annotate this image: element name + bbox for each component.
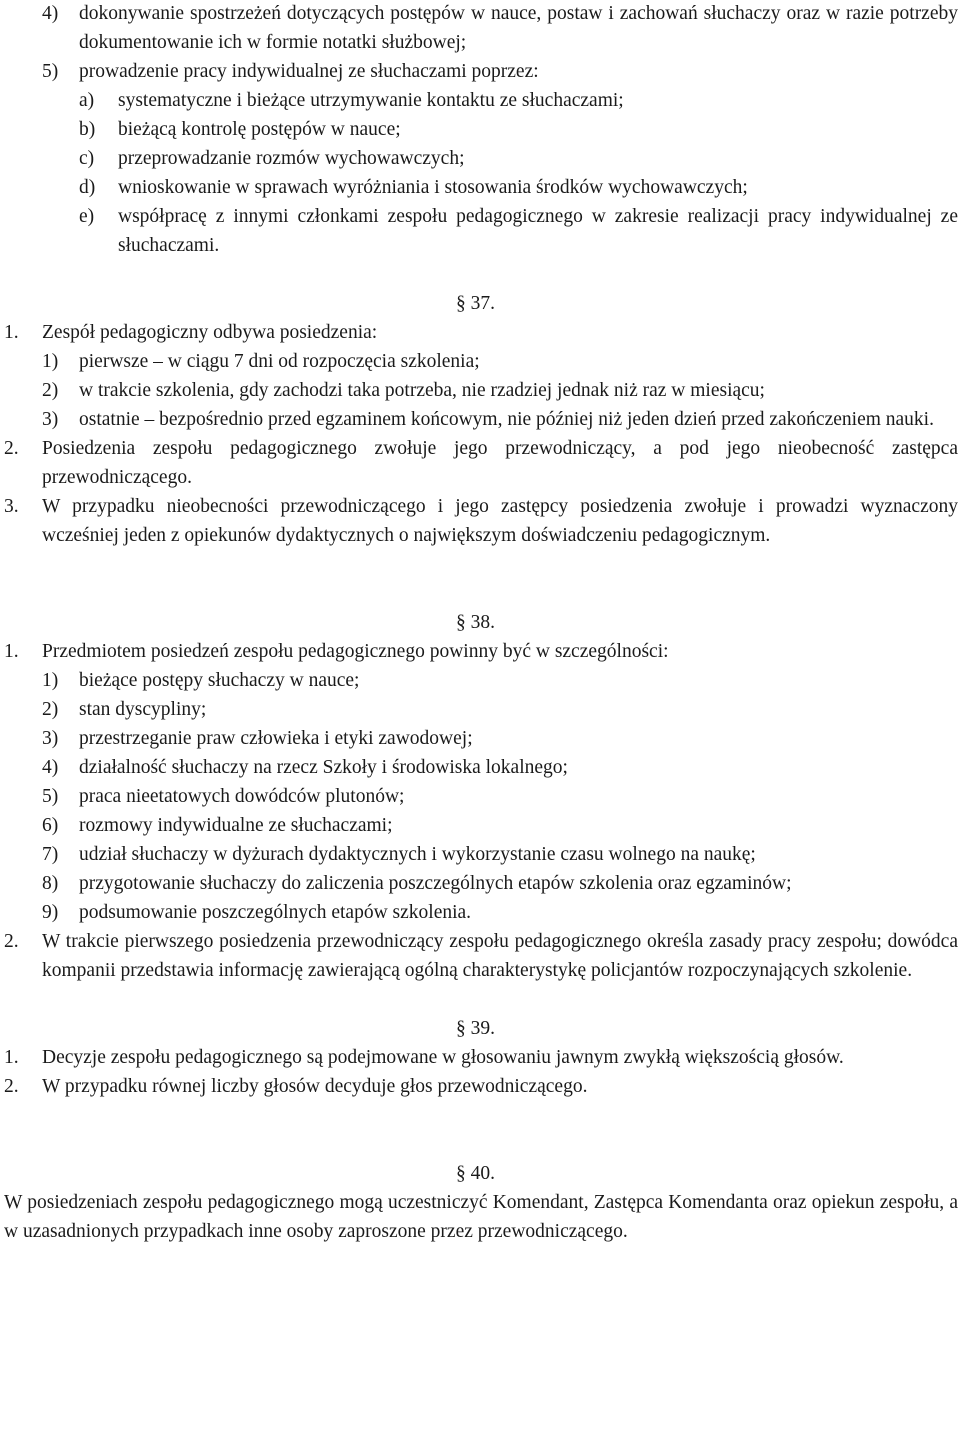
list-item-number: 3): [42, 409, 59, 430]
list-item: [0, 666, 958, 695]
list-item: [0, 840, 958, 869]
sub-list-item-letter: b): [79, 119, 96, 140]
sub-list-item-text: wnioskowanie w sprawach wyróżniania i stosowania środków wychowawczych;: [118, 177, 748, 198]
paragraph: [0, 927, 958, 985]
sub-list-item-letter: d): [79, 177, 96, 198]
list-item-number: 4): [42, 3, 59, 24]
paragraph-number: 1.: [4, 322, 19, 343]
list-item-text: stan dyscypliny;: [79, 699, 207, 720]
spacer: [0, 550, 958, 608]
sub-list-item: [0, 173, 958, 202]
paragraph-text: Przedmiotem posiedzeń zespołu pedagogicznego powinny być w szczególności:: [42, 641, 669, 662]
list-item-text: rozmowy indywidualne ze słuchaczami;: [79, 815, 393, 836]
section-heading-37: § 37.: [456, 293, 495, 314]
paragraph: [0, 1043, 958, 1072]
list-item-number: 5): [42, 61, 59, 82]
list-item: [0, 0, 958, 57]
list-item-text: przygotowanie słuchaczy do zaliczenia poszczególnych etapów szkolenia oraz egzaminów;: [79, 873, 792, 894]
list-item: [0, 405, 958, 434]
paragraph-text: Decyzje zespołu pedagogicznego są podejmowane w głosowaniu jawnym zwykłą większością głosów.: [42, 1047, 844, 1068]
paragraph-text: W posiedzeniach zespołu pedagogicznego mogą uczestniczyć Komendant, Zastępca Komendanta oraz opiekun zespołu, a w uzasadnionych przypadkach inne osoby zaproszone przez przewodniczącego.: [4, 1192, 958, 1242]
list-item-number: 8): [42, 873, 59, 894]
paragraph: [0, 637, 958, 666]
paragraph-number: 3.: [4, 496, 19, 517]
list-item-number: 2): [42, 380, 59, 401]
paragraph: [0, 1188, 958, 1246]
list-item-number: 5): [42, 786, 59, 807]
list-item-text: udział słuchaczy w dyżurach dydaktycznych i wykorzystanie czasu wolnego na naukę;: [79, 844, 756, 865]
section-heading-39: § 39.: [456, 1018, 495, 1039]
paragraph-number: 1.: [4, 1047, 19, 1068]
list-item-number: 1): [42, 670, 59, 691]
list-item: [0, 753, 958, 782]
paragraph-text: W przypadku nieobecności przewodniczącego i jego zastępcy posiedzenia zwołuje i prowadzi wyznaczony wcześniej jeden z opiekunów dydaktycznych o największym doświadczeniu pedagogicznym.: [42, 496, 958, 546]
spacer: [0, 260, 958, 289]
paragraph: [0, 318, 958, 347]
list-item-number: 7): [42, 844, 59, 865]
list-item-number: 1): [42, 351, 59, 372]
list-item: [0, 782, 958, 811]
list-item: [0, 695, 958, 724]
list-item: [0, 724, 958, 753]
paragraph-text: Zespół pedagogiczny odbywa posiedzenia:: [42, 322, 378, 343]
sub-list-item-letter: e): [79, 206, 95, 227]
list-item-text: praca nieetatowych dowódców plutonów;: [79, 786, 405, 807]
list-item-text: działalność słuchaczy na rzecz Szkoły i środowiska lokalnego;: [79, 757, 568, 778]
sub-list-item-text: bieżącą kontrolę postępów w nauce;: [118, 119, 401, 140]
sub-list-item-text: systematyczne i bieżące utrzymywanie kontaktu ze słuchaczami;: [118, 90, 624, 111]
list-item-number: 3): [42, 728, 59, 749]
section-heading-38: § 38.: [456, 612, 495, 633]
list-item-text: bieżące postępy słuchaczy w nauce;: [79, 670, 360, 691]
list-item: [0, 898, 958, 927]
paragraph-number: 1.: [4, 641, 19, 662]
list-item: [0, 347, 958, 376]
list-item-text: w trakcie szkolenia, gdy zachodzi taka potrzeba, nie rzadziej jednak niż raz w miesiącu;: [79, 380, 765, 401]
list-item: [0, 57, 958, 86]
list-item: [0, 376, 958, 405]
section-heading-40: § 40.: [456, 1163, 495, 1184]
sub-list-item: [0, 115, 958, 144]
list-item-text: prowadzenie pracy indywidualnej ze słuchaczami poprzez:: [79, 61, 539, 82]
paragraph-number: 2.: [4, 438, 19, 459]
spacer: [0, 1101, 958, 1159]
sub-list-item: [0, 86, 958, 115]
sub-list-item-text: przeprowadzanie rozmów wychowawczych;: [118, 148, 465, 169]
paragraph-number: 2.: [4, 931, 19, 952]
sub-list-item: [0, 202, 958, 260]
list-item-text: ostatnie – bezpośrednio przed egzaminem końcowym, nie później niż jeden dzień przed zakończeniem nauki.: [79, 409, 934, 430]
list-item-text: przestrzeganie praw człowieka i etyki zawodowej;: [79, 728, 473, 749]
list-item-number: 2): [42, 699, 59, 720]
list-item: [0, 811, 958, 840]
paragraph: [0, 492, 958, 550]
sub-list-item-letter: a): [79, 90, 95, 111]
list-item-number: 6): [42, 815, 59, 836]
sub-list-item: [0, 144, 958, 173]
sub-list-item-letter: c): [79, 148, 95, 169]
sub-list-item-text: współpracę z innymi członkami zespołu pedagogicznego w zakresie realizacji pracy indywidualnej ze słuchaczami.: [118, 206, 958, 256]
list-item-number: 9): [42, 902, 59, 923]
paragraph-number: 2.: [4, 1076, 19, 1097]
list-item-text: podsumowanie poszczególnych etapów szkolenia.: [79, 902, 472, 923]
spacer: [0, 985, 958, 1014]
list-item-number: 4): [42, 757, 59, 778]
paragraph: [0, 434, 958, 492]
list-item: [0, 869, 958, 898]
list-item-text: dokonywanie spostrzeżeń dotyczących postępów w nauce, postaw i zachowań słuchaczy oraz w razie potrzeby dokumentowanie ich w formie notatki służbowej;: [79, 3, 958, 53]
paragraph: [0, 1072, 958, 1101]
list-item-text: pierwsze – w ciągu 7 dni od rozpoczęcia szkolenia;: [79, 351, 480, 372]
paragraph-text: W przypadku równej liczby głosów decyduje głos przewodniczącego.: [42, 1076, 588, 1097]
paragraph-text: W trakcie pierwszego posiedzenia przewodniczący zespołu pedagogicznego określa zasady pracy zespołu; dowódca kompanii przedstawia informację zawierającą ogólną charakterystykę policjantów rozpoczynających szkolenie.: [42, 931, 958, 981]
paragraph-text: Posiedzenia zespołu pedagogicznego zwołuje jego przewodniczący, a pod jego nieobecność zastępca przewodniczącego.: [42, 438, 958, 488]
